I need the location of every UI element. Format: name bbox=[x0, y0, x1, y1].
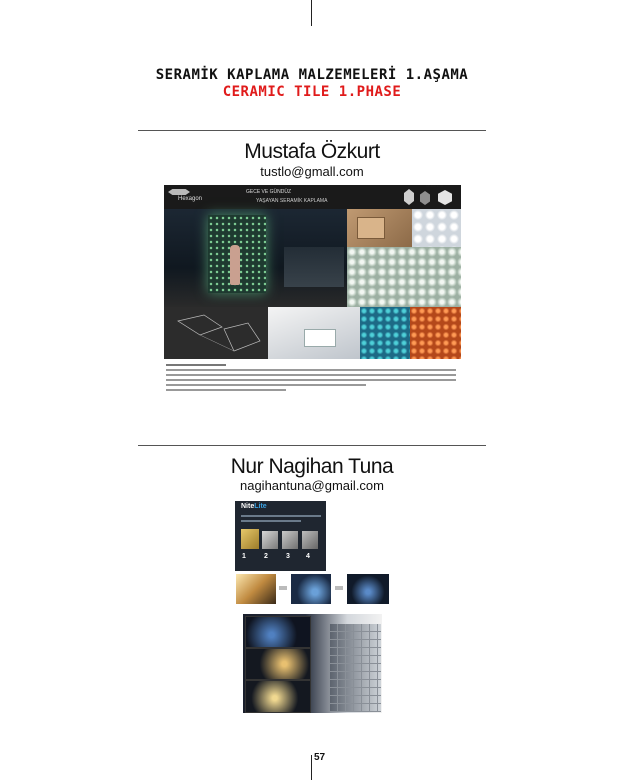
poster-brand: Hexagon bbox=[178, 196, 203, 202]
crop-mark-top bbox=[311, 0, 312, 26]
hexagon-logo-icon bbox=[168, 189, 190, 195]
orange-tile-image bbox=[410, 307, 461, 359]
entry-2-poster-middle bbox=[236, 574, 389, 610]
divider-1 bbox=[138, 130, 486, 131]
tile-sample-icon bbox=[438, 190, 452, 205]
sample-4-image bbox=[302, 531, 318, 549]
poster-description bbox=[166, 362, 456, 392]
night-dark-image bbox=[347, 574, 389, 604]
step-4-label: 4 bbox=[306, 553, 310, 560]
entry-2-poster-top bbox=[235, 501, 326, 571]
entry-1-poster bbox=[164, 185, 461, 395]
step-3-label: 3 bbox=[286, 553, 290, 560]
entry-2-poster-bottom bbox=[243, 614, 382, 713]
building-silhouette bbox=[284, 247, 344, 287]
title-english: CERAMIC TILE 1.PHASE bbox=[222, 84, 402, 100]
building-night-image bbox=[245, 648, 311, 680]
pattern-wall-image bbox=[347, 247, 461, 307]
white-hex-tile-image bbox=[412, 209, 461, 247]
poster-banner bbox=[164, 185, 461, 209]
step-1-label: 1 bbox=[242, 553, 246, 560]
night-lit-image bbox=[291, 574, 331, 604]
entry-2-email: nagihantuna@gmail.com bbox=[239, 478, 384, 493]
nitelite-logo: NiteLite bbox=[241, 503, 267, 510]
blue-tile-image bbox=[360, 307, 410, 359]
sample-1-image bbox=[241, 529, 259, 549]
tile-sample-icon bbox=[404, 189, 414, 205]
entry-1-name: Mustafa Özkurt bbox=[244, 140, 380, 163]
crop-mark-bottom bbox=[311, 755, 312, 780]
title-turkish: SERAMİK KAPLAMA MALZEMELERİ 1.AŞAMA bbox=[155, 67, 469, 83]
arrow-right-icon bbox=[279, 586, 287, 590]
night-render-image bbox=[164, 209, 347, 307]
building-night-image bbox=[245, 616, 311, 648]
wood-box-image bbox=[347, 209, 412, 247]
sample-2-image bbox=[262, 531, 278, 549]
building-night-image bbox=[245, 680, 311, 713]
poster-subheading: YAŞAYAN SERAMİK KAPLAMA bbox=[256, 198, 328, 204]
interior-render-image bbox=[268, 307, 360, 359]
poster-heading: GECE VE GÜNDÜZ bbox=[246, 189, 292, 195]
dancer-figure bbox=[230, 245, 240, 285]
entry-1-email: tustlo@gmall.com bbox=[260, 164, 364, 179]
geometry-diagram bbox=[164, 307, 268, 359]
divider-2 bbox=[138, 445, 486, 446]
poster-code: M085125 bbox=[426, 185, 443, 188]
sample-3-image bbox=[282, 531, 298, 549]
sunset-image bbox=[236, 574, 276, 604]
arrow-right-icon bbox=[335, 586, 343, 590]
page-number: 57 bbox=[314, 752, 326, 763]
entry-2-name: Nur Nagihan Tuna bbox=[230, 455, 394, 478]
step-2-label: 2 bbox=[264, 553, 268, 560]
tile-sample-icon bbox=[420, 191, 430, 205]
facade-perspective-image bbox=[329, 624, 381, 712]
geometry-lines bbox=[164, 307, 268, 359]
